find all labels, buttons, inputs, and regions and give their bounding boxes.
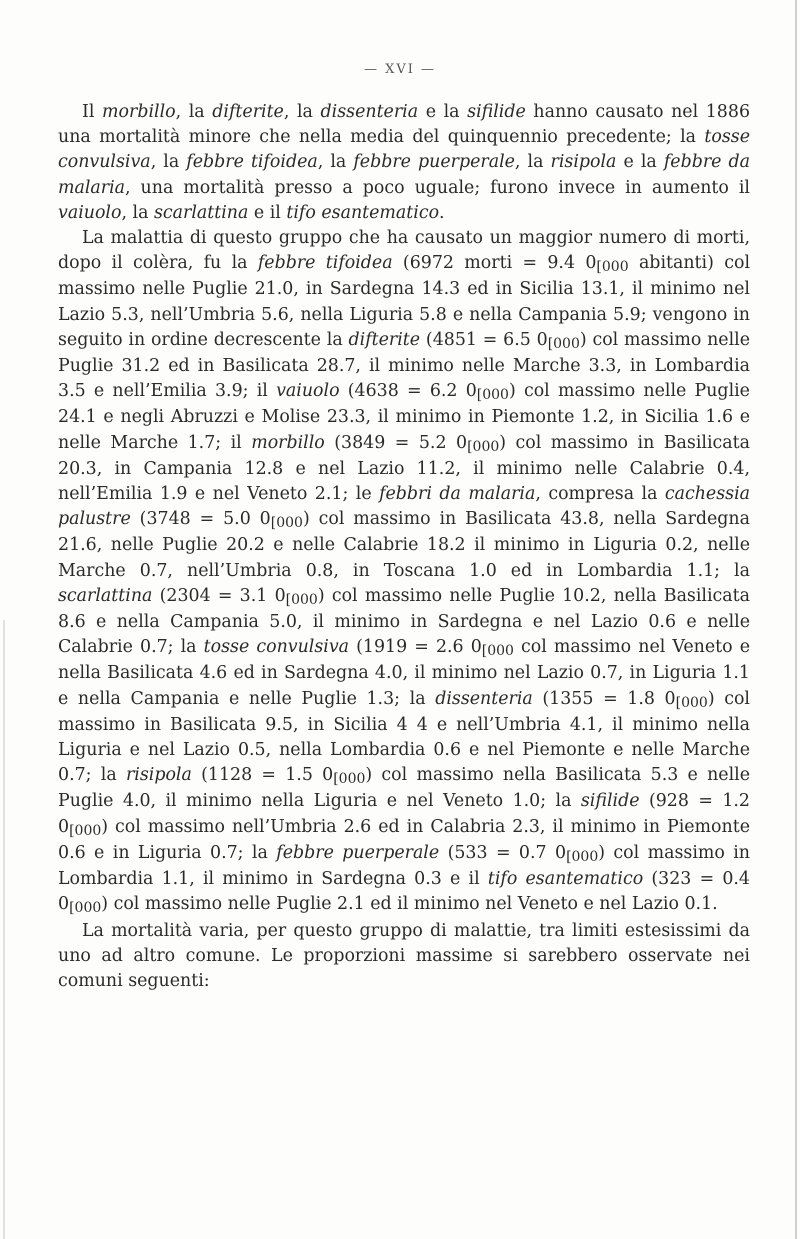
text-body bbox=[58, 100, 750, 994]
text-run: col massimo nel Veneto e nella Basilicata 4.6 ed in Sardegna 4.0, il minimo nel Lazio 0.7, in Liguria 1.1 e nella Campania e nelle Puglie 1.3; la bbox=[58, 637, 750, 709]
text-run: (1919 = 2.6 0 bbox=[349, 637, 482, 658]
italic-term: risipola bbox=[125, 765, 192, 786]
text-run: hanno causato nel 1886 una mortalità minore che nella media del quinquennio precedente; la bbox=[58, 102, 751, 148]
text-run: (3748 = 5.0 0 bbox=[130, 509, 271, 530]
italic-term: febbri da malaria bbox=[379, 484, 536, 505]
page-edge-left bbox=[3, 620, 5, 1239]
text-run: ) col massimo nelle Puglie 24.1 e negli Abruzzi e Molise 23.3, il minimo in Piemonte 1.2, in Sicilia 1.6 e nelle Marche 1.7; il bbox=[58, 381, 750, 453]
per-thousand-mark: [000 bbox=[476, 387, 509, 404]
text-run: ) col massimo nell’Umbria 2.6 ed in Calabria 2.3, il minimo in Piemonte 0.6 e in Liguria 0.7; la bbox=[58, 816, 750, 863]
text-run: ) col massimo nelle Puglie 2.1 ed il minimo nel Veneto e nel Lazio 0.1. bbox=[101, 894, 718, 915]
text-run: La mortalità varia, per questo gruppo di malattie, tra limiti estesissimi da uno ad altro comune. Le proporzioni massime si sarebbero osservate nei comuni seguenti: bbox=[58, 920, 750, 991]
italic-term: tosse convulsiva bbox=[58, 127, 750, 173]
italic-term: vaiuolo bbox=[58, 202, 122, 223]
italic-term: morbillo bbox=[102, 102, 176, 122]
text-run: (533 = 0.7 0 bbox=[439, 842, 567, 863]
per-thousand-mark: [000 bbox=[566, 848, 599, 865]
italic-term: febbre da malaria bbox=[58, 152, 751, 198]
italic-term: febbre tifoidea bbox=[186, 152, 318, 173]
italic-term: febbre puerperale bbox=[353, 152, 515, 173]
paragraph-2 bbox=[58, 226, 750, 918]
paragraph-1 bbox=[58, 100, 750, 226]
text-run: (4851 = 6.5 0 bbox=[420, 329, 548, 350]
italic-term: tosse convulsiva bbox=[203, 637, 350, 658]
page-edge-right bbox=[795, 0, 797, 1239]
italic-term: difterite bbox=[212, 102, 284, 122]
text-run: , la bbox=[514, 152, 551, 173]
per-thousand-mark: [000 bbox=[69, 900, 102, 917]
text-run: , compresa la bbox=[535, 484, 665, 505]
text-run: , una mortalità presso a poco uguale; furono invece in aumento il bbox=[125, 177, 750, 198]
text-run: abitanti) col massimo nelle Puglie 21.0, in Sardegna 14.3 ed in Sicilia 13.1, il minimo nel Lazio 5.3, nell’Umbria 5.6, nella Liguria 5.8 e nella Campania 5.9; vengono in seguito in ordine decrescente la bbox=[58, 253, 751, 350]
text-run: e la bbox=[418, 102, 468, 122]
per-thousand-mark: [000 bbox=[481, 643, 514, 660]
text-run: , la bbox=[317, 152, 354, 173]
per-thousand-mark: [000 bbox=[69, 822, 102, 839]
italic-term: scarlattina bbox=[153, 202, 249, 223]
text-run: ) col massimo in Lombardia 1.1, il minimo in Sardegna 0.3 e il bbox=[58, 842, 751, 890]
per-thousand-mark: [000 bbox=[333, 771, 366, 788]
per-thousand-mark: [000 bbox=[675, 694, 708, 711]
text-run: (1355 = 1.8 0 bbox=[532, 688, 676, 709]
text-run: Il bbox=[82, 102, 103, 122]
per-thousand-mark: [000 bbox=[467, 438, 500, 455]
text-run: (3849 = 5.2 0 bbox=[324, 432, 468, 453]
italic-term: febbre tifoidea bbox=[257, 253, 393, 274]
text-run: . bbox=[439, 202, 445, 223]
per-thousand-mark: [000 bbox=[547, 335, 580, 352]
text-run: ) col massimo in Basilicata 9.5, in Sicilia 4 4 e nell’Umbria 4.1, il minimo nella Liguria e nel Lazio 0.5, nella Lombardia 0.6 e nel Piemonte e nelle Marche 0.7; la bbox=[58, 688, 750, 786]
text-run: , la bbox=[150, 152, 187, 173]
text-run: (323 = 0.4 0 bbox=[58, 869, 750, 915]
text-run: , la bbox=[121, 202, 154, 223]
text-run: (928 = 1.2 0 bbox=[58, 791, 750, 837]
text-run: (2304 = 3.1 0 bbox=[152, 585, 286, 606]
text-run: , la bbox=[283, 102, 321, 122]
text-run: , la bbox=[175, 102, 213, 122]
italic-term: sifilide bbox=[467, 102, 526, 122]
text-run: e il bbox=[248, 202, 287, 223]
text-run: (1128 = 1.5 0 bbox=[191, 765, 334, 786]
text-run: e la bbox=[616, 152, 664, 173]
text-run: ) col massimo in Basilicata 43.8, nella Sardegna 21.6, nelle Puglie 20.2 e nelle Calabrie 18.2 il minimo in Liguria 0.2, nelle Marche 0.7, nell’Umbria 0.8, in Toscana 1.0 ed in Lombardia 1.1; la bbox=[58, 509, 751, 581]
italic-term: dissenteria bbox=[320, 102, 419, 122]
italic-term: vaiuolo bbox=[276, 381, 340, 402]
per-thousand-mark: [000 bbox=[270, 515, 303, 532]
text-run: ) col massimo nelle Puglie 31.2 ed in Basilicata 28.7, il minimo nelle Marche 3.3, in Lombardia 3.5 e nell’Emilia 3.9; il bbox=[58, 329, 751, 402]
text-run: ) col massimo in Basilicata 20.3, in Campania 12.8 e nel Lazio 11.2, il minimo nelle Calabrie 0.4, nell’Emilia 1.9 e nel Veneto 2.1; le bbox=[58, 432, 750, 505]
italic-term: difterite bbox=[348, 329, 421, 350]
text-run: La malattia di questo gruppo che ha causato un maggior numero di morti, dopo il colèra, fu la bbox=[58, 228, 750, 274]
italic-term: dissenteria bbox=[435, 688, 533, 709]
paragraph-3 bbox=[58, 919, 750, 995]
per-thousand-mark: [000 bbox=[596, 259, 629, 276]
italic-term: tifo esantematico bbox=[487, 869, 644, 890]
text-run: ) col massimo nelle Puglie 10.2, nella Basilicata 8.6 e nella Campania 5.0, il minimo in Sardegna e nel Lazio 0.6 e nelle Calabrie 0.7; la bbox=[58, 585, 751, 658]
italic-term: scarlattina bbox=[58, 585, 153, 606]
per-thousand-mark: [000 bbox=[285, 591, 318, 608]
italic-term: cachessia palustre bbox=[58, 484, 750, 530]
italic-term: tifo esantematico bbox=[286, 202, 440, 223]
text-run: (4638 = 6.2 0 bbox=[339, 381, 477, 402]
page-number-header: — XVI — bbox=[363, 62, 437, 77]
italic-term: febbre puerperale bbox=[276, 842, 440, 863]
text-run: ) col massimo nella Basilicata 5.3 e nelle Puglie 4.0, il minimo nella Liguria e nel Veneto 1.0; la bbox=[58, 765, 750, 812]
text-run: (6972 morti = 9.4 0 bbox=[392, 253, 597, 274]
italic-term: sifilide bbox=[580, 791, 640, 812]
italic-term: risipola bbox=[550, 152, 617, 173]
italic-term: morbillo bbox=[251, 432, 325, 453]
